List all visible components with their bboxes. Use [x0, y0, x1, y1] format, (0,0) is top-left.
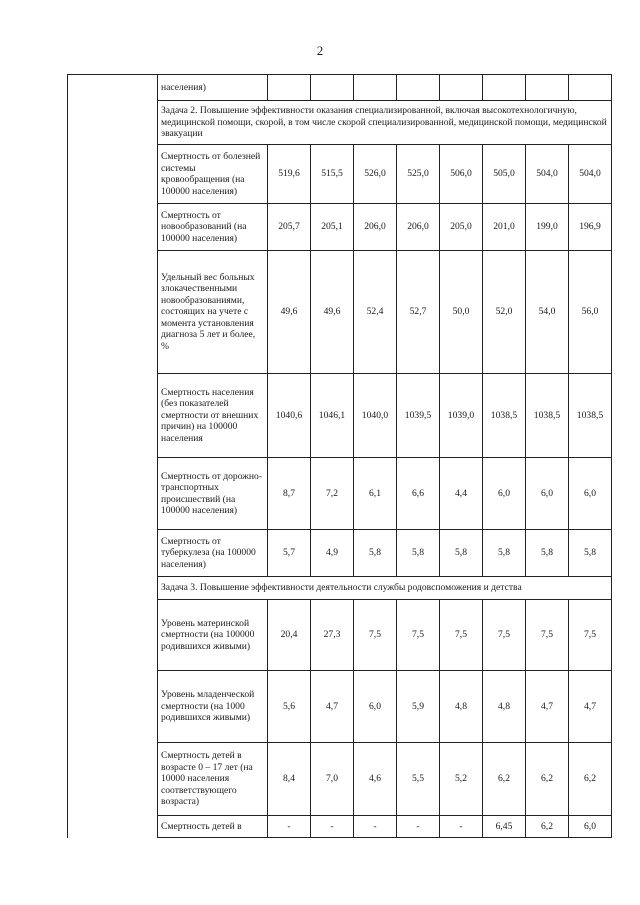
value-cell: 49,6 [268, 251, 311, 374]
value-cell: 6,0 [483, 458, 526, 530]
value-cell: 199,0 [526, 204, 569, 251]
value-cell: - [311, 816, 354, 838]
value-cell: 6,0 [526, 458, 569, 530]
value-cell: - [440, 816, 483, 838]
row-label: Смертность от болезней системы кровообращения (на 100000 населения) [158, 145, 268, 204]
task-heading: Задача 3. Повышение эффективности деятельности службы родовспоможения и детства [158, 577, 612, 600]
value-cell: 5,9 [397, 671, 440, 743]
value-cell: 5,6 [268, 671, 311, 743]
value-cell: 6,45 [483, 816, 526, 838]
value-cell: 6,6 [397, 458, 440, 530]
value-cell: 4,6 [354, 743, 397, 816]
value-cell: 525,0 [397, 145, 440, 204]
value-cell: 5,7 [268, 530, 311, 577]
value-cell: 1040,6 [268, 374, 311, 458]
value-cell: 1039,0 [440, 374, 483, 458]
value-cell: 7,0 [311, 743, 354, 816]
value-cell: 504,0 [569, 145, 612, 204]
value-cell: 52,4 [354, 251, 397, 374]
value-cell: 5,8 [569, 530, 612, 577]
value-cell: 6,0 [569, 458, 612, 530]
value-cell: 5,8 [354, 530, 397, 577]
value-cell: 4,7 [311, 671, 354, 743]
value-cell: 4,7 [526, 671, 569, 743]
value-cell: 6,0 [354, 671, 397, 743]
value-cell: 505,0 [483, 145, 526, 204]
value-cell: 6,0 [569, 816, 612, 838]
value-cell: 515,5 [311, 145, 354, 204]
table-row [68, 75, 612, 101]
value-cell: 50,0 [440, 251, 483, 374]
value-cell: 5,8 [397, 530, 440, 577]
value-cell: 206,0 [354, 204, 397, 251]
value-cell: 5,8 [526, 530, 569, 577]
row-label: Уровень материнской смертности (на 100000 родившихся живыми) [158, 600, 268, 671]
value-cell: 5,8 [483, 530, 526, 577]
value-cell: 7,5 [440, 600, 483, 671]
row-label: Смертность от туберкулеза (на 100000 населения) [158, 530, 268, 577]
value-cell: 4,8 [483, 671, 526, 743]
value-cell: 8,4 [268, 743, 311, 816]
value-cell: 6,2 [569, 743, 612, 816]
value-cell: - [268, 816, 311, 838]
value-cell: 196,9 [569, 204, 612, 251]
program-column-cell [68, 75, 158, 838]
value-cell: 205,0 [440, 204, 483, 251]
value-cell: 206,0 [397, 204, 440, 251]
value-cell: 1038,5 [569, 374, 612, 458]
row-label: населения) [158, 75, 268, 101]
value-cell: 6,2 [526, 743, 569, 816]
value-cell: 1046,1 [311, 374, 354, 458]
value-cell: 504,0 [526, 145, 569, 204]
value-cell: 27,3 [311, 600, 354, 671]
value-cell: 7,5 [569, 600, 612, 671]
value-cell: 7,5 [483, 600, 526, 671]
value-cell: 8,7 [268, 458, 311, 530]
value-cell: 5,2 [440, 743, 483, 816]
row-label: Удельный вес больных злокачественными новообразованиями, состоящих на учете с момента установления диагноза 5 лет и более, % [158, 251, 268, 374]
value-cell: 5,5 [397, 743, 440, 816]
value-cell: 1039,5 [397, 374, 440, 458]
value-cell: 4,7 [569, 671, 612, 743]
value-cell: 506,0 [440, 145, 483, 204]
value-cell: - [354, 816, 397, 838]
value-cell: 205,7 [268, 204, 311, 251]
value-cell: 7,5 [354, 600, 397, 671]
row-label: Уровень младенческой смертности (на 1000 родившихся живыми) [158, 671, 268, 743]
value-cell: 6,1 [354, 458, 397, 530]
value-cell: 1040,0 [354, 374, 397, 458]
value-cell: 205,1 [311, 204, 354, 251]
indicators-table [67, 74, 612, 838]
value-cell: 56,0 [569, 251, 612, 374]
value-cell: 6,2 [483, 743, 526, 816]
row-label: Смертность детей в [158, 816, 268, 838]
value-cell: 1038,5 [526, 374, 569, 458]
row-label: Смертность от дорожно-транспортных происшествий (на 100000 населения) [158, 458, 268, 530]
page-number: 2 [316, 43, 324, 58]
value-cell: 49,6 [311, 251, 354, 374]
value-cell: 4,8 [440, 671, 483, 743]
value-cell: 4,4 [440, 458, 483, 530]
value-cell: 4,9 [311, 530, 354, 577]
value-cell: 1038,5 [483, 374, 526, 458]
value-cell: 54,0 [526, 251, 569, 374]
row-label: Смертность детей в возрасте 0 – 17 лет (на 10000 населения соответствующего возраста) [158, 743, 268, 816]
value-cell: 201,0 [483, 204, 526, 251]
row-label: Смертность населения (без показателей смертности от внешних причин) на 100000 населения [158, 374, 268, 458]
value-cell: 7,5 [397, 600, 440, 671]
value-cell: 20,4 [268, 600, 311, 671]
task-heading: Задача 2. Повышение эффективности оказания специализированной, включая высокотехнологичную, медицинской помощи, скорой, в том числе скорой специализированной, медицинской помощи, медицинской эвакуации [158, 101, 612, 145]
value-cell: 5,8 [440, 530, 483, 577]
row-label: Смертность от новообразований (на 100000 населения) [158, 204, 268, 251]
value-cell: - [397, 816, 440, 838]
value-cell: 519,6 [268, 145, 311, 204]
value-cell: 52,7 [397, 251, 440, 374]
value-cell: 526,0 [354, 145, 397, 204]
value-cell: 7,2 [311, 458, 354, 530]
value-cell: 52,0 [483, 251, 526, 374]
value-cell: 7,5 [526, 600, 569, 671]
value-cell: 6,2 [526, 816, 569, 838]
